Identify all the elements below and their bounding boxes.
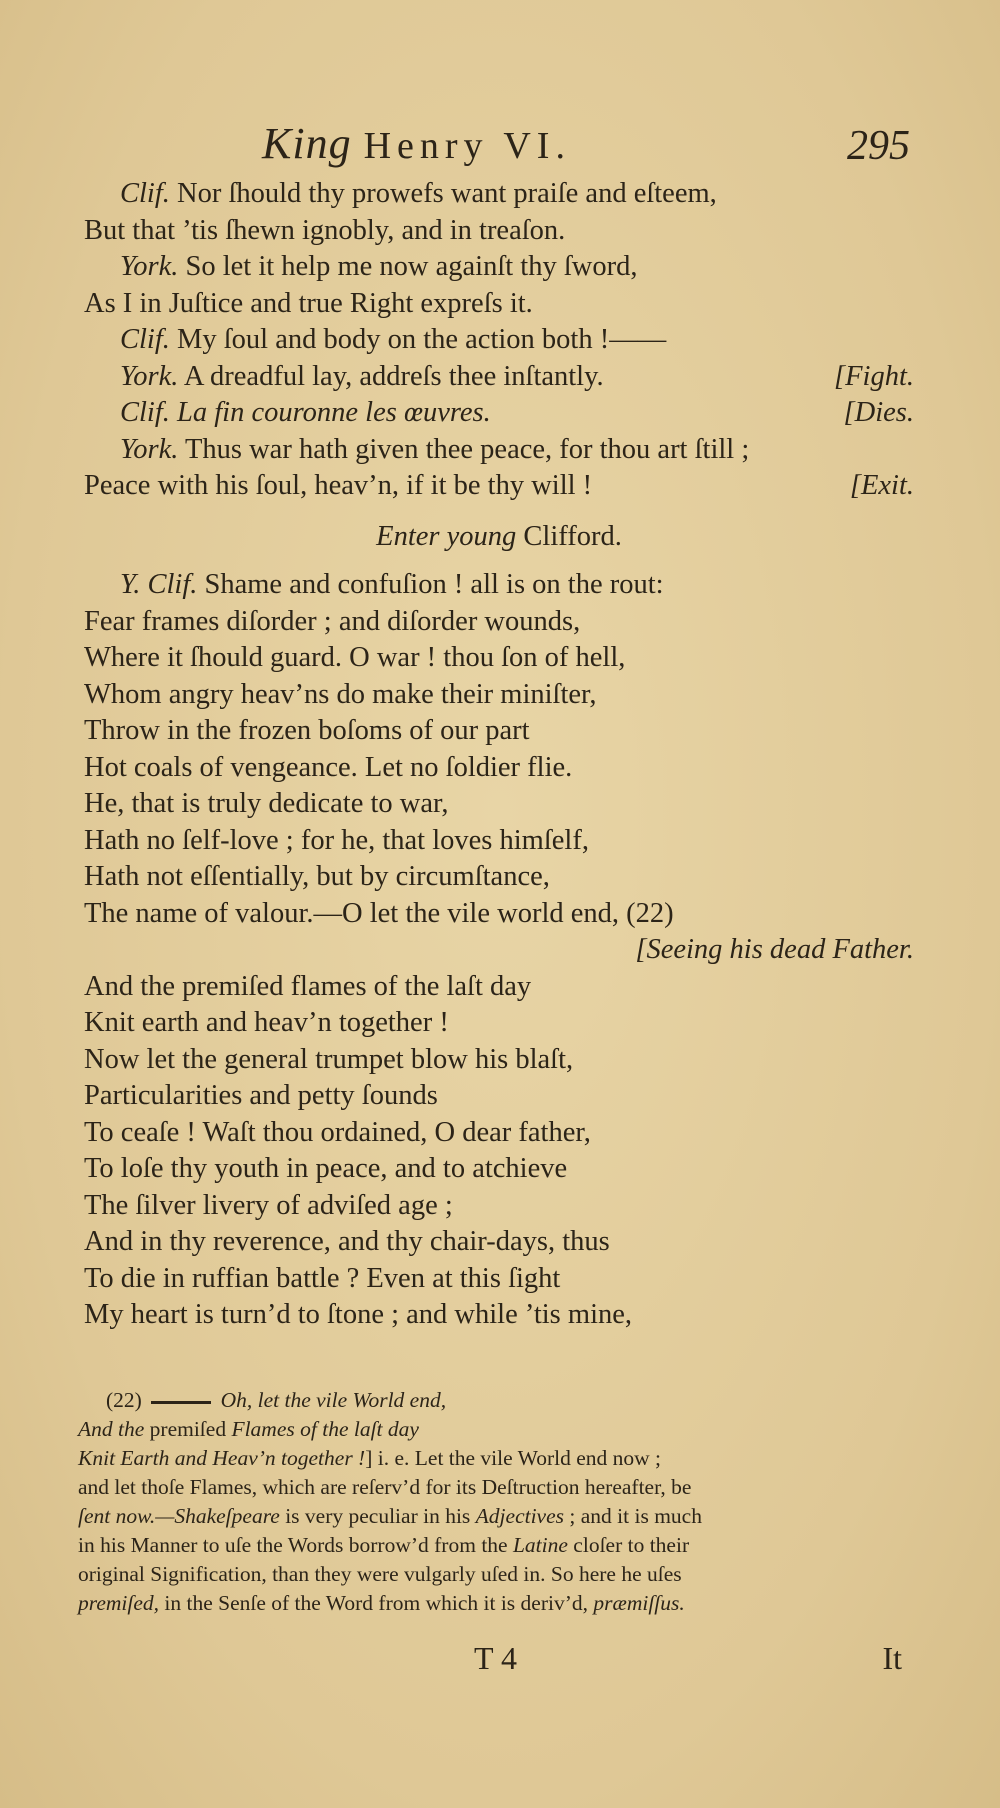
verse-block-3	[84, 969, 914, 1334]
speaker-name: York.	[120, 251, 179, 282]
verse-line	[84, 604, 914, 641]
speaker-name: Clif.	[120, 178, 170, 209]
verse-line	[84, 359, 914, 396]
verse-line: Particularities and petty ſounds	[84, 1080, 438, 1111]
footnote-fragment: ] i. e. Let the vile World end now ;	[365, 1446, 662, 1470]
verse-line	[84, 176, 914, 213]
verse-line	[84, 249, 914, 286]
stage-direction-entrance	[84, 519, 914, 556]
running-title-king: King	[262, 119, 352, 168]
footnote-line: original Signification, than they were vulgarly uſed in. So here he uſes	[78, 1562, 682, 1586]
line-text: La fin couronne les œuvres.	[169, 397, 491, 428]
line-text: Throw in the frozen boſoms of our part	[84, 715, 530, 746]
footnote-fragment: in his Manner to uſe the Words borrow’d from the	[78, 1533, 513, 1557]
page-header	[0, 118, 1000, 178]
footnote-line	[78, 1386, 908, 1415]
footnote	[78, 1386, 908, 1618]
speaker-name: Clif.	[120, 397, 170, 428]
verse-line	[84, 713, 914, 750]
footnote-fragment: is very peculiar in his	[279, 1504, 476, 1528]
line-text: Fear frames diſorder ; and diſorder wounds,	[84, 605, 581, 637]
line-text: Where it ſhould guard. O war ! thou ſon of hell,	[84, 642, 626, 673]
footnote-line	[78, 1415, 908, 1444]
footnote-fragment: ; and it is much	[564, 1504, 702, 1528]
page-number: 295	[847, 123, 910, 169]
footnote-fragment: præmiſſus.	[593, 1591, 685, 1615]
stage-direction: [Dies.	[843, 397, 914, 428]
verse-line	[84, 859, 914, 896]
line-text: So let it help me now againſt thy ſword,	[178, 251, 638, 282]
verse-line: And the premiſed flames of the laſt day	[84, 970, 532, 1002]
verse-line	[84, 640, 914, 677]
footnote-fragment: Knit Earth and Heav’n together !	[78, 1446, 366, 1470]
line-text: Hath not eſſentially, but by circumſtance,	[84, 861, 550, 892]
verse-line	[84, 322, 914, 359]
verse-line	[84, 823, 914, 860]
entrance-text: Enter young	[376, 520, 517, 552]
line-text: Nor ſhould thy prowefs want praiſe and eſteem,	[169, 178, 717, 209]
verse-line	[84, 468, 914, 505]
entrance-character: Clifford.	[516, 520, 622, 552]
verse-line	[84, 213, 914, 250]
line-text: Hot coals of vengeance. Let no ſoldier flie.	[84, 751, 573, 783]
running-title	[262, 118, 571, 169]
footnote-dash	[151, 1401, 211, 1404]
verse-line	[84, 786, 914, 823]
line-text: Peace with his ſoul, heav’n, if it be thy will !	[84, 470, 593, 501]
stage-direction: [Fight.	[834, 360, 914, 392]
footnote-line	[78, 1589, 908, 1618]
verse-line: To loſe thy youth in peace, and to atchieve	[84, 1153, 568, 1184]
footnote-fragment: in the Senſe of the Word from which it is deriv’d,	[159, 1591, 594, 1615]
line-text: As I in Juſtice and true Right expreſs it.	[84, 287, 533, 319]
footnote-quote: Oh, let the vile World end,	[220, 1388, 447, 1412]
stage-direction: [Exit.	[849, 470, 914, 501]
verse-line: The ſilver livery of adviſed age ;	[84, 1189, 453, 1221]
footnote-fragment: premiſed	[144, 1417, 232, 1441]
verse-line	[84, 896, 914, 933]
signature-mark: T 4	[474, 1640, 517, 1676]
page-footer	[0, 1640, 1000, 1690]
verse-block-1	[84, 176, 914, 505]
speaker-name: York.	[120, 360, 179, 392]
running-title-henry: Henry VI.	[363, 125, 571, 167]
footnote-line	[78, 1502, 908, 1531]
speaker-name: York.	[120, 433, 179, 465]
verse-line	[84, 395, 914, 432]
verse-line	[84, 750, 914, 787]
catchword: It	[882, 1640, 902, 1676]
footnote-line	[78, 1531, 908, 1560]
verse-line	[84, 432, 914, 469]
line-text: But that ’tis ſhewn ignobly, and in treaſon.	[84, 214, 566, 246]
speaker-name: Clif.	[120, 324, 170, 355]
verse-block-2	[84, 567, 914, 932]
verse-line	[84, 567, 914, 604]
verse-line: To die in ruffian battle ? Even at this ſight	[84, 1262, 561, 1294]
line-text: Hath no ſelf-love ; for he, that loves himſelf,	[84, 824, 589, 856]
verse-line	[84, 677, 914, 714]
line-text: Shame and confuſion ! all is on the rout:	[197, 569, 664, 600]
verse-line	[84, 286, 914, 323]
line-text: The name of valour.—O let the vile world end, (22)	[84, 897, 674, 929]
line-text: My ſoul and body on the action both !——	[169, 324, 667, 355]
footnote-line: and let thoſe Flames, which are reſerv’d for its Deſtruction hereafter, be	[78, 1475, 692, 1499]
verse-line: Knit earth and heav’n together !	[84, 1007, 449, 1038]
footnote-fragment: Flames of the laſt day	[231, 1417, 419, 1441]
verse-line: And in thy reverence, and thy chair-days, thus	[84, 1226, 610, 1257]
play-text	[84, 176, 914, 1334]
verse-line: My heart is turn’d to ſtone ; and while ’tis mine,	[84, 1299, 633, 1330]
line-text: Thus war hath given thee peace, for thou art ſtill ;	[178, 433, 750, 465]
footnote-fragment: And the	[78, 1417, 145, 1441]
footnote-line	[78, 1444, 908, 1473]
verse-line: To ceaſe ! Waſt thou ordained, O dear father,	[84, 1116, 591, 1148]
footnote-number: (22)	[106, 1388, 142, 1412]
stage-direction-seeing: [Seeing his dead Father.	[635, 934, 914, 965]
footnote-fragment: Adjectives	[475, 1504, 565, 1528]
speaker-name: Y. Clif.	[120, 569, 198, 600]
footnote-fragment: ſent now.—Shakeſpeare	[78, 1504, 280, 1528]
verse-line: Now let the general trumpet blow his blaſt,	[84, 1043, 574, 1075]
line-text: A dreadful lay, addreſs thee inſtantly.	[178, 360, 604, 392]
line-text: He, that is truly dedicate to war,	[84, 788, 449, 819]
footnote-fragment: Latine	[512, 1533, 568, 1557]
footnote-fragment: cloſer to their	[567, 1533, 690, 1557]
footnote-fragment: premiſed,	[78, 1591, 160, 1615]
line-text: Whom angry heav’ns do make their miniſter,	[84, 678, 597, 710]
